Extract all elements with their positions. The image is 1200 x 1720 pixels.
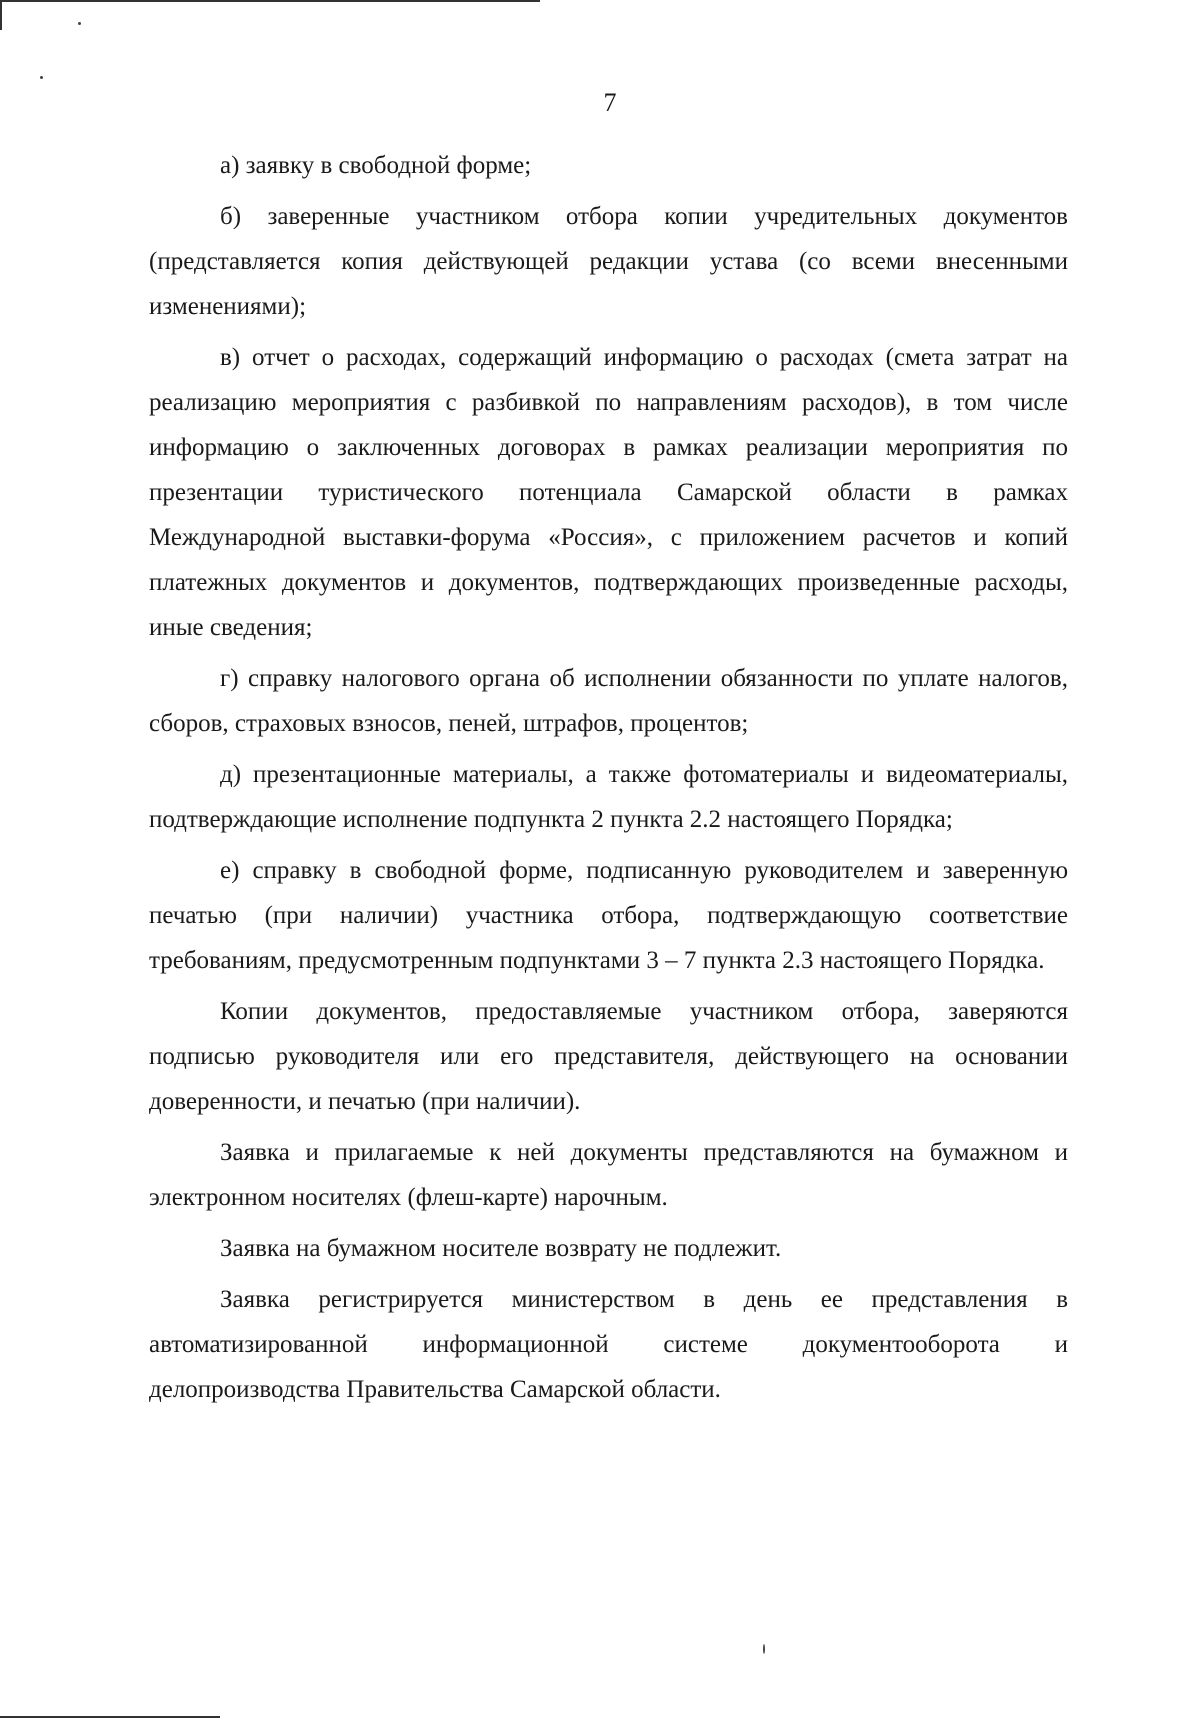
paragraph-no-return: Заявка на бумажном носителе возврату не подлежит. bbox=[220, 1235, 782, 1262]
scan-speck bbox=[40, 76, 43, 79]
scan-edge-left bbox=[0, 0, 2, 30]
scan-speck bbox=[763, 1644, 765, 1654]
paragraph-e: е) справку в свободной форме, подписанную руководителем и заверенную печатью (при наличии) участника отбора, подтверждающую соответствие требованиям, предусмотренным подпунктами 3 – 7 пункта 2.3 настоящего Порядка. bbox=[149, 857, 1068, 974]
paragraph-g: г) справку налогового органа об исполнении обязанности по уплате налогов, сборов, страховых взносов, пеней, штрафов, процентов; bbox=[149, 665, 1068, 737]
paragraph-d: д) презентационные материалы, а также фотоматериалы и видеоматериалы, подтверждающие исполнение подпункта 2 пункта 2.2 настоящего Порядка; bbox=[149, 761, 1068, 833]
paragraph-submission: Заявка и прилагаемые к ней документы представляются на бумажном и электронном носителях (флеш-карте) нарочным. bbox=[149, 1139, 1068, 1211]
paragraph-b: б) заверенные участником отбора копии учредительных документов (представляется копия действующей редакции устава (со всеми внесенными изменениями); bbox=[149, 203, 1068, 320]
document-body bbox=[149, 143, 1068, 1418]
scan-edge-top bbox=[0, 0, 540, 2]
scan-edge-bottom bbox=[0, 1716, 220, 1718]
paragraph-copies: Копии документов, предоставляемые участником отбора, заверяются подписью руководителя или его представителя, действующего на основании доверенности, и печатью (при наличии). bbox=[149, 998, 1068, 1115]
paragraph-v: в) отчет о расходах, содержащий информацию о расходах (смета затрат на реализацию мероприятия с разбивкой по направлениям расходов), в том числе информацию о заключенных договорах в рамках реализации мероприятия по презентации туристического потенциала Самарской области в рамках Международной выставки-форума «Россия», с приложением расчетов и копий платежных документов и документов, подтверждающих произведенные расходы, иные сведения; bbox=[149, 344, 1068, 641]
page-number: 7 bbox=[603, 88, 617, 117]
paragraph-a: а) заявку в свободной форме; bbox=[220, 152, 532, 179]
paragraph-registration: Заявка регистрируется министерством в день ее представления в автоматизированной информационной системе документооборота и делопроизводства Правительства Самарской области. bbox=[149, 1286, 1068, 1403]
scan-speck bbox=[78, 22, 81, 25]
